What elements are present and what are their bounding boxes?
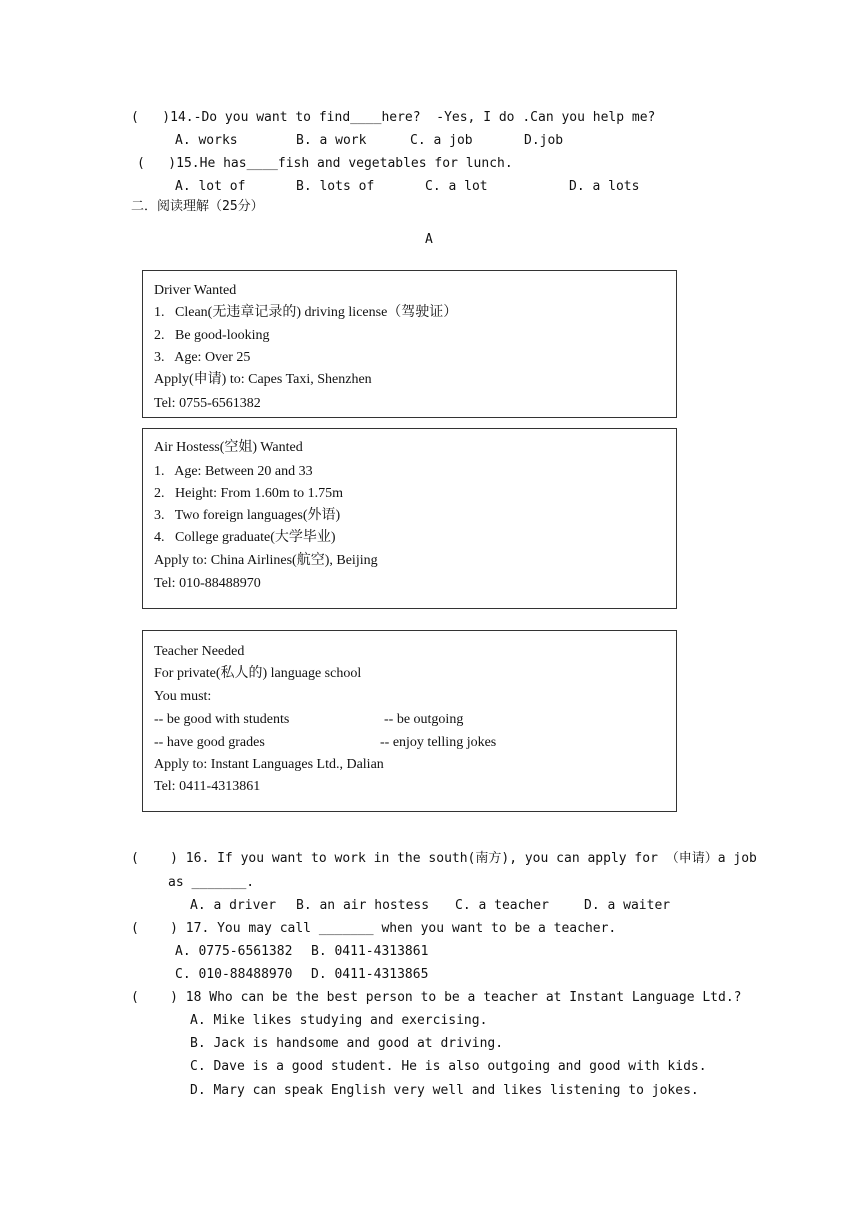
ad-hostess-item: 2. Height: From 1.60m to 1.75m xyxy=(154,486,343,501)
ad-hostess-tel: Tel: 010-88488970 xyxy=(154,576,261,591)
q17-stem: ( ) 17. You may call _______ when you want to be a teacher. xyxy=(131,921,617,936)
q16-option-d: D. a waiter xyxy=(584,898,671,913)
ad-driver-tel: Tel: 0755-6561382 xyxy=(154,396,261,411)
ad-driver-box xyxy=(142,270,677,418)
ad-teacher-apply: Apply to: Instant Languages Ltd., Dalian xyxy=(154,757,384,772)
ad-teacher-req: -- have good grades xyxy=(154,735,265,750)
section-heading: 二．阅读理解（25分） xyxy=(131,199,264,214)
ad-driver-title: Driver Wanted xyxy=(154,283,237,298)
q18-option-b: B. Jack is handsome and good at driving. xyxy=(190,1036,504,1051)
q16-option-a: A. a driver xyxy=(190,898,277,913)
ad-teacher-box xyxy=(142,630,677,812)
ad-driver-item: 1. Clean(无违章记录的) driving license（驾驶证） xyxy=(154,305,458,320)
ad-hostess-item: 3. Two foreign languages(外语) xyxy=(154,508,341,523)
q14-option-b: B. a work xyxy=(296,133,367,148)
q15-option-c: C. a lot xyxy=(425,179,488,194)
q17-option-a: A. 0775-6561382 xyxy=(175,944,293,959)
ad-teacher-req: -- enjoy telling jokes xyxy=(380,735,497,750)
ad-teacher-req: -- be outgoing xyxy=(384,712,464,727)
q18-stem: ( ) 18 Who can be the best person to be a teacher at Instant Language Ltd.? xyxy=(131,990,742,1005)
ad-driver-item: 3. Age: Over 25 xyxy=(154,350,251,365)
q15-stem: ( )15.He has____fish and vegetables for lunch. xyxy=(137,156,513,171)
ad-driver-apply: Apply(申请) to: Capes Taxi, Shenzhen xyxy=(154,372,372,387)
ad-hostess-title: Air Hostess(空姐) Wanted xyxy=(154,440,303,455)
ad-hostess-apply: Apply to: China Airlines(航空), Beijing xyxy=(154,553,378,568)
ad-teacher-must: You must: xyxy=(154,689,212,704)
q18-option-a: A. Mike likes studying and exercising. xyxy=(190,1013,488,1028)
q17-option-b: B. 0411-4313861 xyxy=(311,944,429,959)
ad-hostess-item: 1. Age: Between 20 and 33 xyxy=(154,464,313,479)
ad-driver-item: 2. Be good-looking xyxy=(154,328,270,343)
ad-teacher-tel: Tel: 0411-4313861 xyxy=(154,779,261,794)
ad-teacher-req: -- be good with students xyxy=(154,712,290,727)
q14-option-c: C. a job xyxy=(410,133,473,148)
q14-option-a: A. works xyxy=(175,133,238,148)
q18-option-d: D. Mary can speak English very well and likes listening to jokes. xyxy=(190,1083,699,1098)
q17-option-c: C. 010-88488970 xyxy=(175,967,293,982)
q14-stem: ( )14.-Do you want to find____here? -Yes, I do .Can you help me? xyxy=(131,110,656,125)
q15-option-a: A. lot of xyxy=(175,179,246,194)
ad-hostess-box xyxy=(142,428,677,609)
q14-option-d: D.job xyxy=(524,133,564,148)
ad-hostess-item: 4. College graduate(大学毕业) xyxy=(154,530,336,545)
q17-option-d: D. 0411-4313865 xyxy=(311,967,429,982)
q16-stem-cont: as _______. xyxy=(168,875,255,890)
q15-option-d: D. a lots xyxy=(569,179,640,194)
passage-label: A xyxy=(425,232,433,247)
q16-option-b: B. an air hostess xyxy=(296,898,430,913)
q15-option-b: B. lots of xyxy=(296,179,375,194)
q18-option-c: C. Dave is a good student. He is also outgoing and good with kids. xyxy=(190,1059,707,1074)
q16-option-c: C. a teacher xyxy=(455,898,549,913)
q16-stem: ( ) 16. If you want to work in the south(南方), you can apply for （申请）a job xyxy=(131,851,757,866)
ad-teacher-subtitle: For private(私人的) language school xyxy=(154,666,362,681)
ad-teacher-title: Teacher Needed xyxy=(154,644,245,659)
